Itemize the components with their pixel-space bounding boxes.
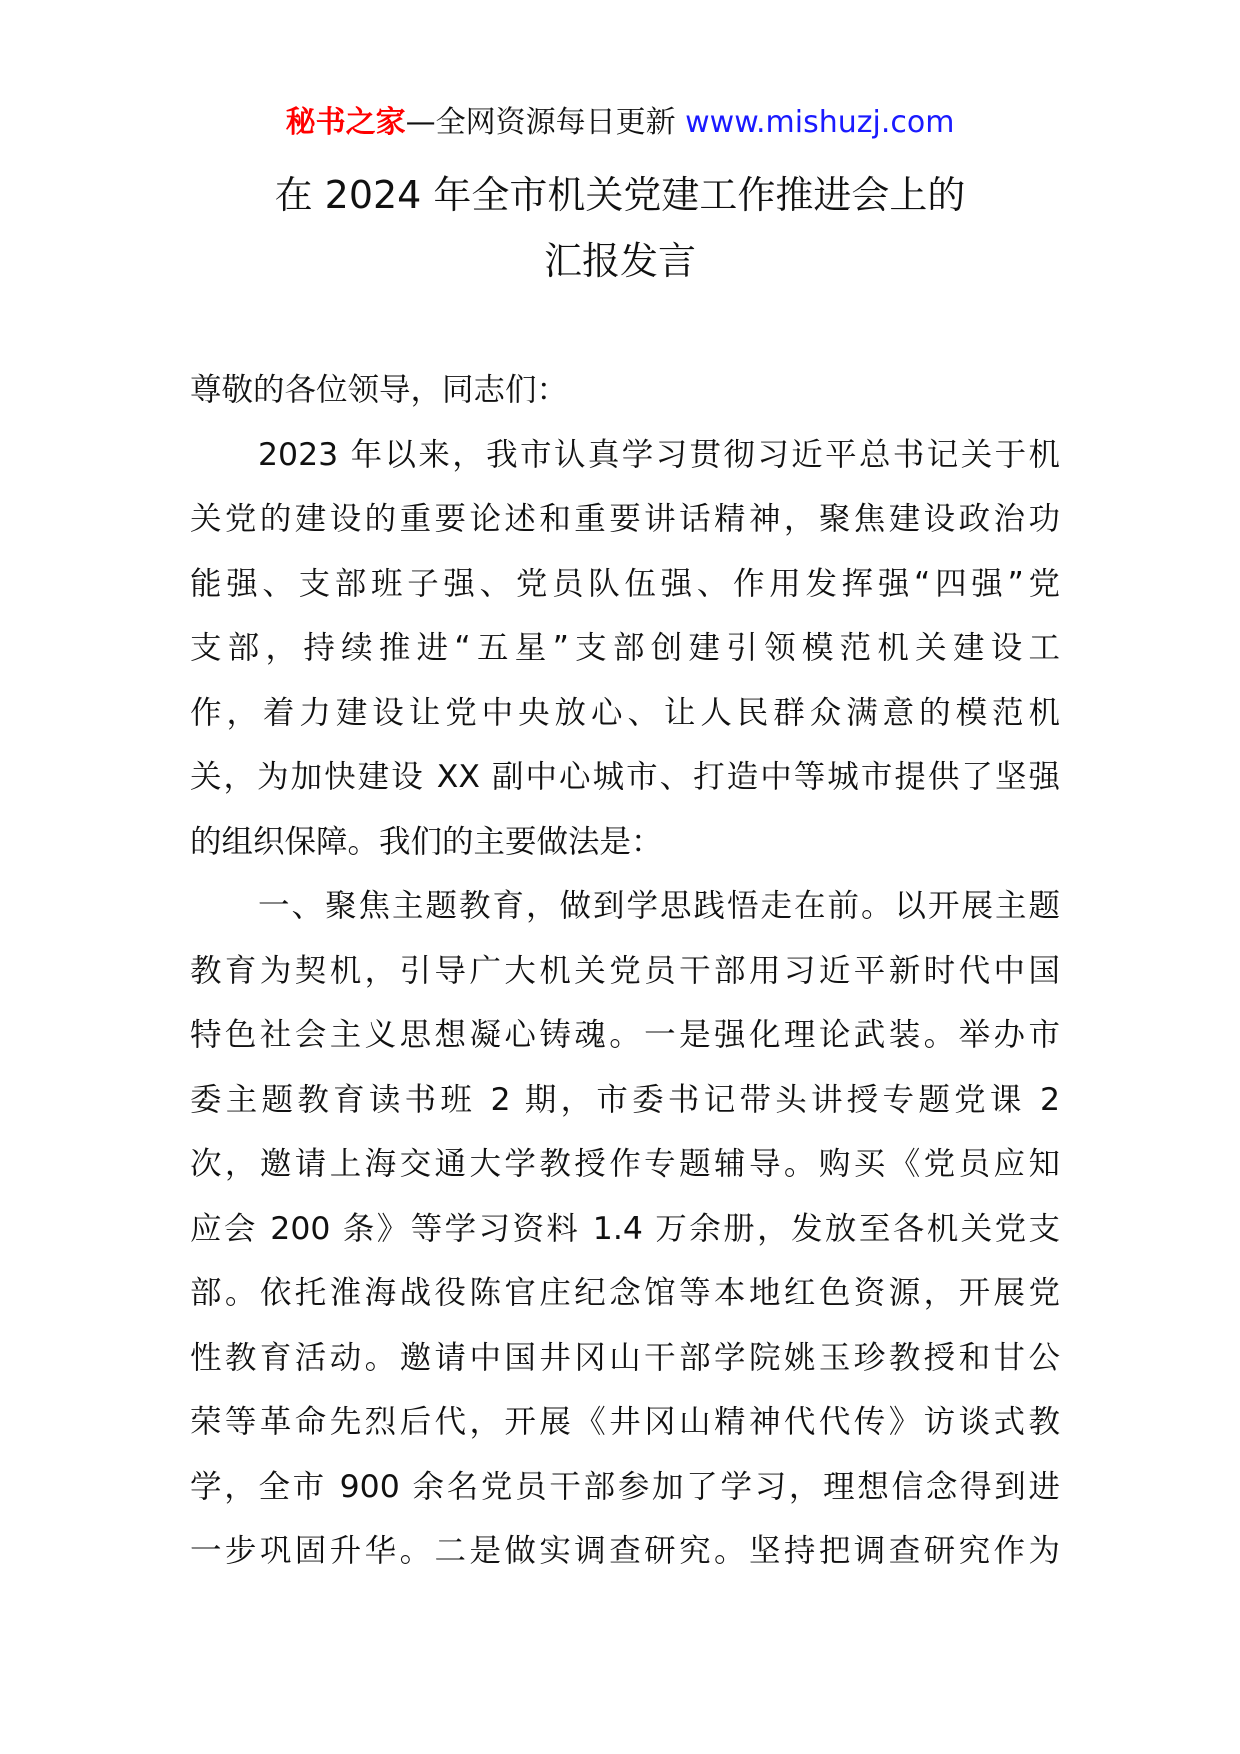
greeting: 尊敬的各位领导，同志们：	[190, 372, 569, 408]
paragraph-line: 特色社会主义思想凝心铸魂。一是强化理论武装。举办市	[190, 1017, 1060, 1053]
paragraph-line: 性教育活动。邀请中国井冈山干部学院姚玉珍教授和甘公	[190, 1339, 1060, 1376]
paragraph-line: 一、聚焦主题教育，做到学思践悟走在前。以开展主题	[258, 888, 1060, 924]
paragraph-line: 教育为契机，引导广大机关党员干部用习近平新时代中国	[190, 952, 1060, 989]
paragraph-2	[190, 874, 1060, 1584]
paragraph-line: 部。依托淮海战役陈官庄纪念馆等本地红色资源，开展党	[190, 1275, 1060, 1311]
site-url-link[interactable]: www.mishuzj.com	[685, 105, 955, 140]
paragraph-line: 的组织保障。我们的主要做法是：	[190, 823, 663, 860]
paragraph-1	[190, 423, 1060, 875]
paragraph-line: 应会 200 条》等学习资料 1.4 万余册，发放至各机关党支	[190, 1210, 1060, 1247]
paragraph-line: 关党的建设的重要论述和重要讲话精神，聚焦建设政治功	[190, 501, 1060, 537]
paragraph-line: 支部，持续推进“五星”支部创建引领模范机关建设工	[190, 630, 1060, 666]
title-line-2: 汇报发言	[543, 239, 696, 283]
paragraph-line: 作，着力建设让党中央放心、让人民群众满意的模范机	[190, 694, 1060, 731]
paragraph-line: 次，邀请上海交通大学教授作专题辅导。购买《党员应知	[190, 1146, 1060, 1182]
brand-name: 秘书之家	[285, 105, 406, 140]
title-line-1: 在 2024 年全市机关党建工作推进会上的	[274, 173, 966, 217]
document-title	[0, 162, 1240, 294]
paragraph-line: 荣等革命先烈后代，开展《井冈山精神代代传》访谈式教	[190, 1404, 1060, 1440]
paragraph-line: 学，全市 900 余名党员干部参加了学习，理想信念得到进	[190, 1468, 1060, 1505]
paragraph-line: 能强、支部班子强、党员队伍强、作用发挥强“四强”党	[190, 565, 1060, 602]
header-tagline: —全网资源每日更新	[405, 105, 686, 140]
document-body	[190, 358, 1060, 1584]
paragraph-line: 2023 年以来，我市认真学习贯彻习近平总书记关于机	[258, 436, 1060, 473]
paragraph-line: 关，为加快建设 XX 副中心城市、打造中等城市提供了坚强	[190, 759, 1060, 795]
paragraph-line: 一步巩固升华。二是做实调查研究。坚持把调查研究作为	[190, 1533, 1060, 1569]
site-header	[0, 101, 1240, 145]
paragraph-line: 委主题教育读书班 2 期，市委书记带头讲授专题党课 2	[190, 1081, 1060, 1118]
